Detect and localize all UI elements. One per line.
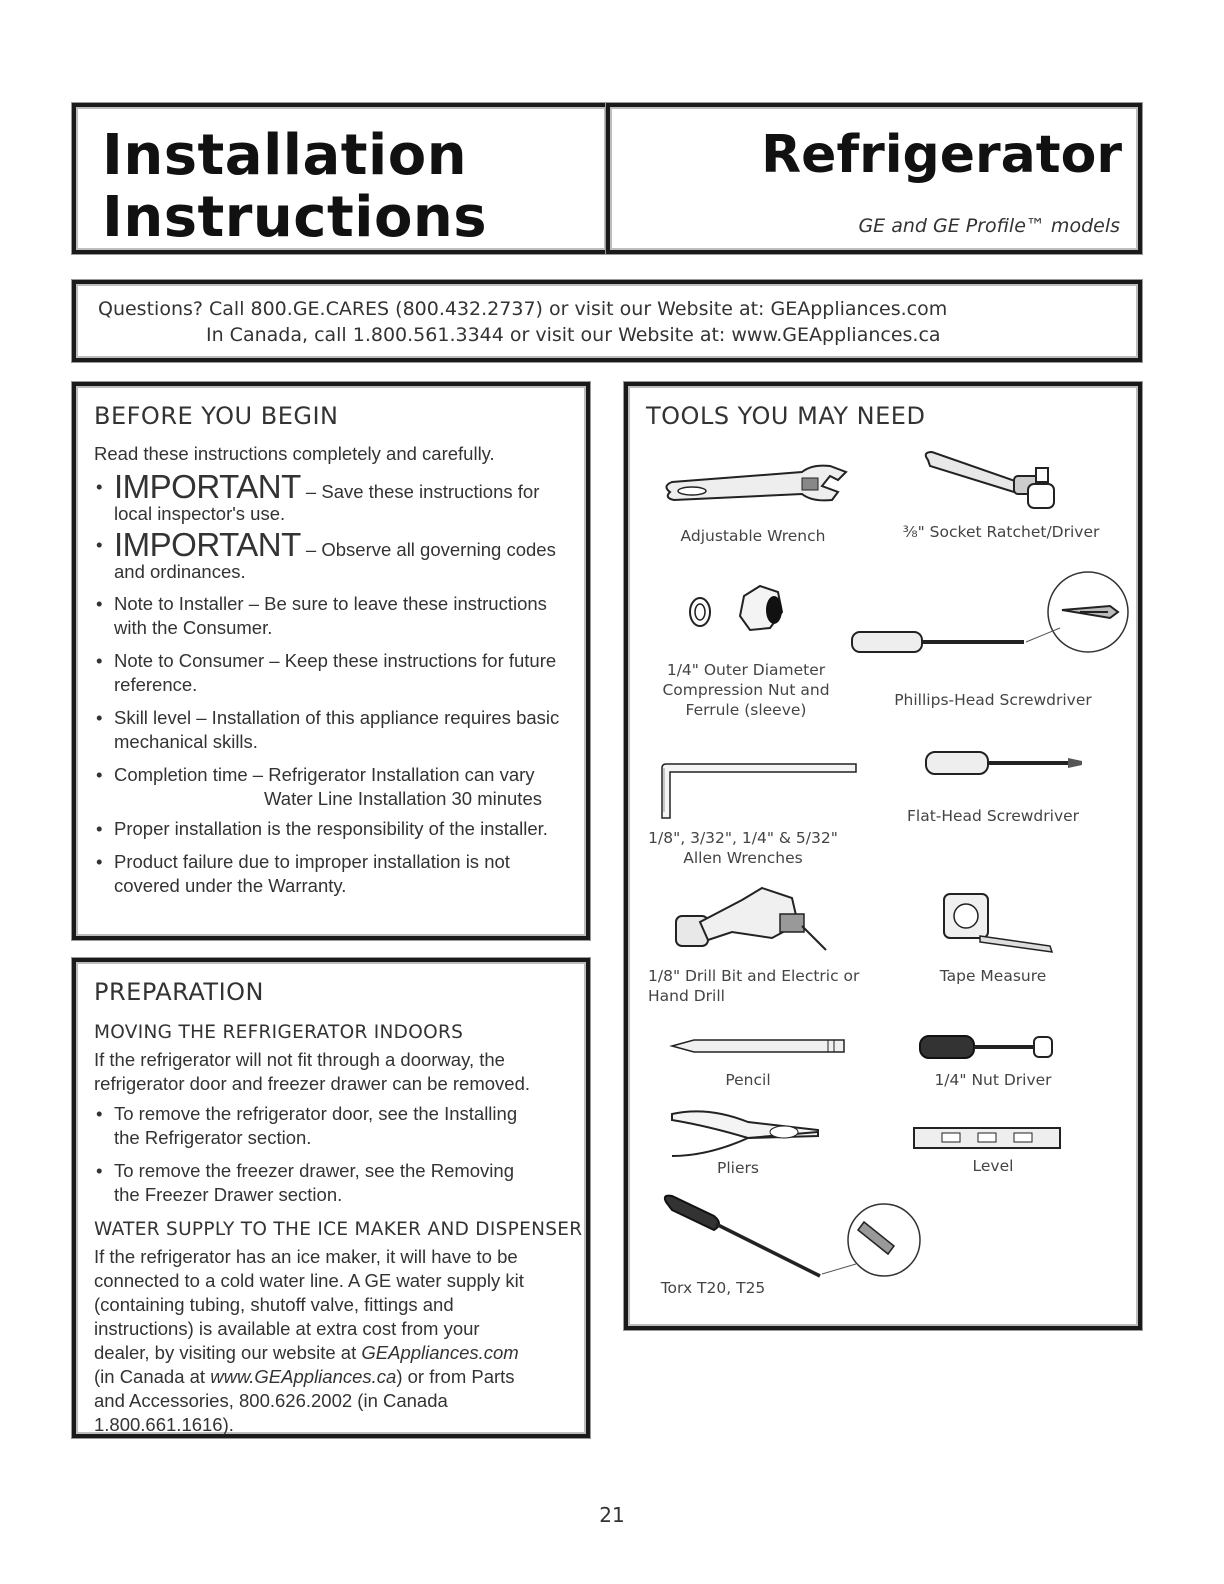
important-label: IMPORTANT bbox=[114, 526, 301, 563]
website-link[interactable]: GEAppliances.com bbox=[361, 1342, 519, 1363]
pencil-icon bbox=[668, 1036, 848, 1056]
before-list bbox=[92, 468, 572, 907]
contact-us: Questions? Call 800.GE.CARES (800.432.2737) or visit our Website at: GEAppliances.com bbox=[98, 298, 948, 320]
moving-text: If the refrigerator will not fit through a doorway, the refrigerator door and freezer drawer can be removed. bbox=[94, 1049, 530, 1094]
torx-screwdriver-icon bbox=[658, 1192, 928, 1292]
allen-wrench-icon bbox=[656, 762, 856, 822]
important-item bbox=[92, 526, 572, 583]
moving-heading: MOVING THE REFRIGERATOR INDOORS bbox=[94, 1022, 464, 1043]
list-item: • Proper installation is the responsibility of the installer. bbox=[92, 817, 572, 841]
contact-canada: In Canada, call 1.800.561.3344 or visit our Website at: www.GEAppliances.ca bbox=[206, 324, 941, 346]
pliers-icon bbox=[668, 1102, 848, 1162]
page-number: 21 bbox=[599, 1503, 625, 1527]
section-heading: PREPARATION bbox=[94, 978, 265, 1006]
flat-head-screwdriver-label: Flat-Head Screwdriver bbox=[906, 807, 1080, 825]
drill-icon bbox=[672, 880, 832, 960]
important-item bbox=[92, 468, 572, 525]
pliers-label: Pliers bbox=[717, 1159, 759, 1177]
list-item: • Note to Installer – Be sure to leave these instructions with the Consumer. bbox=[92, 592, 572, 640]
socket-ratchet-icon bbox=[918, 448, 1068, 518]
list-item: • To remove the refrigerator door, see the Installing the Refrigerator section. bbox=[92, 1102, 532, 1150]
list-item: • Skill level – Installation of this appliance requires basic mechanical skills. bbox=[92, 706, 572, 754]
tape-measure-icon bbox=[940, 888, 1060, 958]
adjustable-wrench-icon bbox=[662, 462, 852, 512]
completion-time: Completion time – Refrigerator Installation can vary bbox=[114, 764, 535, 785]
important-text: – Save these instructions for local inspector's use. bbox=[114, 481, 540, 524]
level-label: Level bbox=[972, 1157, 1014, 1175]
list-item: • To remove the freezer drawer, see the Removing the Freezer Drawer section. bbox=[92, 1159, 532, 1207]
phillips-screwdriver-label: Phillips-Head Screwdriver bbox=[894, 691, 1092, 709]
list-item: • Product failure due to improper installation is not covered under the Warranty. bbox=[92, 850, 572, 898]
allen-wrench-label: 1/8", 3/32", 1/4" & 5/32" Allen Wrenches bbox=[648, 829, 838, 867]
preparation-section bbox=[72, 958, 590, 1438]
compression-nut-label: 1/4" Outer Diameter Compression Nut and Ferrule (sleeve) bbox=[662, 661, 830, 719]
before-you-begin-section bbox=[72, 382, 590, 940]
phillips-screwdriver-icon bbox=[848, 572, 1138, 672]
list-item bbox=[92, 763, 572, 811]
important-label: IMPORTANT bbox=[114, 468, 301, 505]
socket-ratchet-label: ³⁄₈" Socket Ratchet/Driver bbox=[902, 523, 1100, 541]
section-heading: BEFORE YOU BEGIN bbox=[94, 402, 339, 430]
water-line-time: Water Line Installation 30 minutes bbox=[264, 788, 542, 809]
compression-nut-icon bbox=[678, 582, 818, 642]
tools-section bbox=[624, 382, 1142, 1330]
water-text-part: (in Canada at bbox=[94, 1366, 211, 1387]
water-heading: WATER SUPPLY TO THE ICE MAKER AND DISPENSER bbox=[94, 1219, 583, 1240]
moving-list bbox=[92, 1102, 532, 1216]
product-title: Refrigerator bbox=[761, 125, 1122, 185]
important-text: – Observe all governing codes and ordinances. bbox=[114, 539, 556, 582]
canada-website-link[interactable]: www.GEAppliances.ca bbox=[210, 1366, 397, 1387]
water-text bbox=[94, 1245, 534, 1437]
water-text-part: If the refrigerator has an ice maker, it will have to be connected to a cold water line. A GE water supply kit (containing tubing, shutoff valve, fittings and instructions) is available at extra cost from your dealer, by visiting our website at bbox=[94, 1246, 524, 1363]
tape-measure-label: Tape Measure bbox=[939, 967, 1047, 985]
title-line-1: Installation bbox=[102, 123, 468, 188]
intro-text: Read these instructions completely and carefully. bbox=[94, 443, 495, 464]
torx-label: Torx T20, T25 bbox=[660, 1279, 766, 1297]
title-box bbox=[72, 103, 610, 254]
level-icon bbox=[912, 1126, 1062, 1150]
title-line-2: Instructions bbox=[102, 185, 488, 250]
list-item: • Note to Consumer – Keep these instructions for future reference. bbox=[92, 649, 572, 697]
water-text-part: ) or from Parts and Accessories, 800.626.2002 (in Canada 1.800.661.1616). bbox=[94, 1366, 515, 1435]
nut-driver-label: 1/4" Nut Driver bbox=[934, 1071, 1052, 1089]
document-title bbox=[102, 125, 487, 249]
flat-head-screwdriver-icon bbox=[924, 744, 1084, 784]
product-box bbox=[606, 103, 1142, 254]
drill-label: 1/8" Drill Bit and Electric or Hand Drill bbox=[648, 967, 860, 1005]
nut-driver-icon bbox=[918, 1032, 1058, 1062]
pencil-label: Pencil bbox=[725, 1071, 771, 1089]
contact-box bbox=[72, 280, 1142, 362]
adjustable-wrench-label: Adjustable Wrench bbox=[680, 527, 826, 545]
models-subtitle: GE and GE Profile™ models bbox=[858, 215, 1120, 237]
section-heading: TOOLS YOU MAY NEED bbox=[646, 402, 926, 430]
